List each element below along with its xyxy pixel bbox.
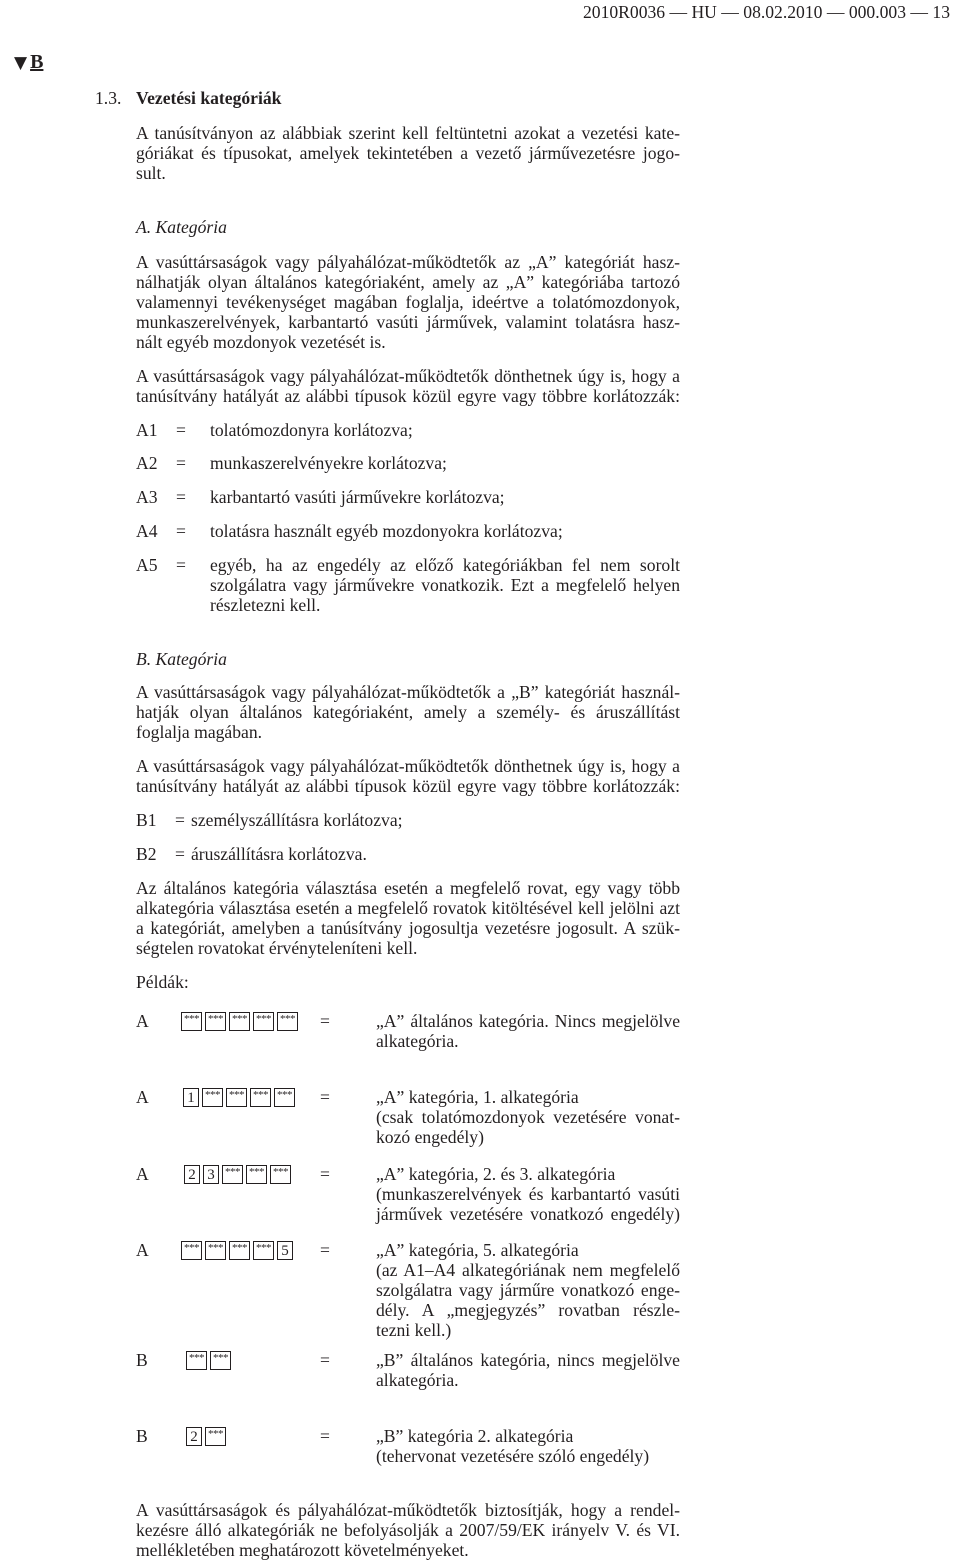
text-line: (munkaszerelvények és karbantartó vasúti [376,1184,680,1204]
intro-paragraph [136,123,680,183]
text-line: tanúsítvány hatályát az alábbi típusok közül egyre vagy többre korlátozzák: [136,776,680,796]
text-line: A vasúttársaságok vagy pályahálózat-működtetők az „A” kategóriát hasz- [136,252,680,272]
text-line: hatják olyan általános kategóriaként, amely a személy- és áruszállítást [136,702,680,722]
text-line: sult. [136,163,166,183]
subtype-code: A1 [136,420,158,440]
code-box: 2 [184,1165,200,1184]
code-box: *** [181,1012,202,1031]
example-explanation [376,1164,680,1224]
subtype-code: A3 [136,487,158,507]
code-boxes [186,1351,231,1370]
example-category: B [136,1350,148,1370]
example-category: A [136,1164,149,1184]
subtype-code: B2 [136,844,157,864]
example-explanation [376,1426,680,1466]
text-line: A vasúttársaságok és pályahálózat-működtetők biztosítják, hogy a rendel- [136,1500,680,1520]
section-title: Vezetési kategóriák [136,88,282,108]
example-category: A [136,1011,149,1031]
text-line: „A” kategória, 1. alkategória [376,1087,579,1107]
running-head: 2010R0036 — HU — 08.02.2010 — 000.003 — 13 [582,2,950,22]
example-explanation [376,1240,680,1340]
code-box: *** [277,1012,298,1031]
code-box: *** [181,1241,202,1260]
subtype-code: B1 [136,810,157,830]
text-line: „A” kategória, 5. alkategória [376,1240,579,1260]
code-boxes [181,1012,298,1031]
code-box: *** [253,1012,274,1031]
equals-sign: = [320,1350,330,1370]
text-line: kezésre álló alkategóriák ne befolyásolják a 2007/59/EK irányelv V. és VI. [136,1520,680,1540]
text-line: áruszállításra korlátozva. [191,844,367,864]
code-box: *** [210,1351,231,1370]
example-category: A [136,1087,149,1107]
text-line: szolgálatra vagy járművekre vonatkozik. Ezt a megfelelő helyen [210,575,680,595]
text-line: Az általános kategória választása esetén a megfelelő rovat, egy vagy több [136,878,680,898]
example-explanation [376,1011,680,1051]
text-line: kozó engedély) [376,1127,484,1147]
category-b-heading: B. Kategória [136,649,227,669]
text-line: foglalja magában. [136,722,263,742]
subtype-code: A2 [136,453,158,473]
text-line: a kategóriát, amelyben a tanúsítvány jogosultja vezetésre jogosult. A szük- [136,918,680,938]
text-line: egyéb, ha az engedély az előző kategóriákban fel nem sorolt [210,555,680,575]
text-line: munkaszerelvények, karbantartó vasúti járművek, valamint tolatásra hasz- [136,312,680,332]
subtype-definition [210,420,680,440]
section-number: 1.3. [95,88,122,108]
text-line: dély. A „megjegyzés” rovatban részle- [376,1300,680,1320]
text-line: mellékletében meghatározott követelményeket. [136,1540,469,1560]
code-box: *** [270,1165,291,1184]
category-a-paragraph-2 [136,366,680,406]
code-box: *** [202,1088,223,1107]
text-line: „B” kategória 2. alkategória [376,1426,574,1446]
text-line: alkategória. [376,1031,459,1051]
equals-sign: = [320,1240,330,1260]
text-line: munkaszerelvényekre korlátozva; [210,453,447,473]
category-b-paragraph-2 [136,756,680,796]
subtype-definition [210,487,680,507]
text-line: góriákat és típusokat, amelyek tekintetében a vezető járművezetésre jogo- [136,143,680,163]
amendment-marker [14,50,43,75]
subtype-code: A5 [136,555,158,575]
subtype-definition [210,453,680,473]
code-box: *** [229,1012,250,1031]
text-line: tolatásra használt egyéb mozdonyokra korlátozva; [210,521,563,541]
text-line: karbantartó vasúti járművekre korlátozva; [210,487,505,507]
code-box: *** [205,1241,226,1260]
code-boxes [183,1088,295,1107]
text-line: valamennyi tevékenységet magában foglalja, ideértve a tolatómozdonyok, [136,292,680,312]
category-b-paragraph-1 [136,682,680,742]
text-line: „B” általános kategória, nincs megjelölve [376,1350,680,1370]
code-box: *** [274,1088,295,1107]
code-box: *** [186,1351,207,1370]
text-line: járművek vezetésére vonatkozó engedély) [376,1204,680,1224]
text-line: személyszállításra korlátozva; [191,810,403,830]
equals-sign: = [320,1426,330,1446]
equals-sign: = [176,453,186,473]
equals-sign: = [176,521,186,541]
code-box: *** [229,1241,250,1260]
text-line: ségtelen rovatokat érvényteleníteni kell. [136,938,418,958]
example-explanation [376,1087,680,1147]
example-explanation [376,1350,680,1390]
marking-rule-paragraph [136,878,680,958]
example-category: B [136,1426,148,1446]
equals-sign: = [320,1011,330,1031]
code-box: *** [226,1088,247,1107]
text-line: (tehervonat vezetésére szóló engedély) [376,1446,650,1466]
subtype-definition [191,844,680,864]
equals-sign: = [320,1164,330,1184]
text-line: A vasúttársaságok vagy pályahálózat-működtetők a „B” kategóriát használ- [136,682,680,702]
equals-sign: = [176,555,186,575]
text-line: nált egyéb mozdonyok vezetését is. [136,332,386,352]
section-heading [0,88,960,108]
text-line: tanúsítvány hatályát az alábbi típusok közül egyre vagy többre korlátozzák: [136,386,680,406]
subtype-definition [210,521,680,541]
code-boxes [181,1241,293,1260]
text-line: tezni kell.) [376,1320,452,1340]
code-boxes [186,1427,226,1446]
equals-sign: = [176,420,186,440]
text-line: alkategória választása esetén a megfelelő rovatok kitöltésével kell jelölni azt [136,898,680,918]
example-category: A [136,1240,149,1260]
text-line: „A” általános kategória. Nincs megjelölve [376,1011,680,1031]
text-line: (csak tolatómozdonyok vezetésére vonat- [376,1107,680,1127]
text-line: „A” kategória, 2. és 3. alkategória [376,1164,616,1184]
text-line: A vasúttársaságok vagy pályahálózat-működtetők dönthetnek úgy is, hogy a [136,366,680,386]
text-line: A tanúsítványon az alábbiak szerint kell feltüntetni azokat a vezetési kate- [136,123,680,143]
category-a-paragraph-1 [136,252,680,352]
text-line: tolatómozdonyra korlátozva; [210,420,413,440]
code-box: 5 [277,1241,293,1260]
text-line: (az A1–A4 alkategóriának nem megfelelő [376,1260,680,1280]
code-box: *** [222,1165,243,1184]
code-box: *** [205,1012,226,1031]
subtype-definition [191,810,680,830]
code-box: *** [246,1165,267,1184]
equals-sign: = [320,1087,330,1107]
closing-paragraph [136,1500,680,1560]
triangle-down-icon: ▼ [14,53,28,73]
examples-label: Példák: [136,972,189,992]
text-line: A vasúttársaságok vagy pályahálózat-működtetők dönthetnek úgy is, hogy a [136,756,680,776]
code-boxes [184,1165,291,1184]
subtype-definition [210,555,680,615]
text-line: alkategória. [376,1370,459,1390]
text-line: nálhatják olyan általános kategóriaként, amely az „A” kategóriába tartozó [136,272,680,292]
equals-sign: = [175,810,185,830]
text-line: részletezni kell. [210,595,321,615]
text-line: szolgálatra vagy járműre vonatkozó enge- [376,1280,680,1300]
code-box: 2 [186,1427,202,1446]
marker-label: B [30,51,44,73]
category-a-heading: A. Kategória [136,217,227,237]
code-box: 1 [183,1088,199,1107]
code-box: *** [250,1088,271,1107]
code-box: 3 [203,1165,219,1184]
equals-sign: = [175,844,185,864]
equals-sign: = [176,487,186,507]
subtype-code: A4 [136,521,158,541]
code-box: *** [253,1241,274,1260]
code-box: *** [205,1427,226,1446]
